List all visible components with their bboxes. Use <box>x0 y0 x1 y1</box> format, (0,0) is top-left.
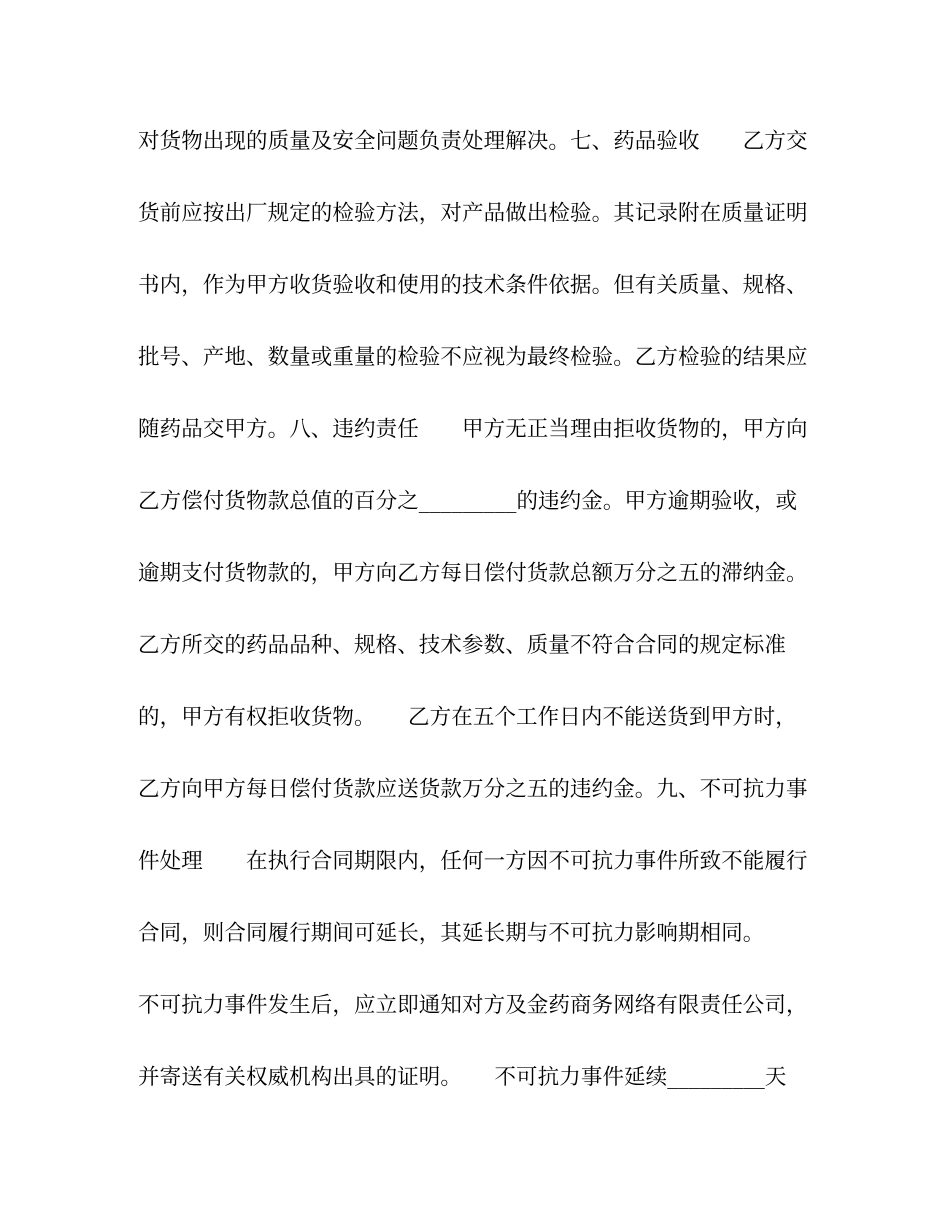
text-line: 的，甲方有权拒收货物。 乙方在五个工作日内不能送货到甲方时， <box>138 705 797 730</box>
text-line: 货前应按出厂规定的检验方法，对产品做出检验。其记录附在质量证明 <box>138 201 808 226</box>
text-line: 书内，作为甲方收货验收和使用的技术条件依据。但有关质量、规格、 <box>138 273 808 298</box>
text-line: 并寄送有关权威机构出具的证明。 不可抗力事件延续_________天 <box>138 1065 787 1090</box>
text-line: 随药品交甲方。八、违约责任 甲方无正当理由拒收货物的，甲方向 <box>138 417 808 442</box>
text-line: 逾期支付货物款的，甲方向乙方每日偿付货款总额万分之五的滞纳金。 <box>138 561 808 586</box>
text-line: 批号、产地、数量或重量的检验不应视为最终检验。乙方检验的结果应 <box>138 345 808 370</box>
text-line: 乙方所交的药品品种、规格、技术参数、质量不符合合同的规定标准 <box>138 633 787 658</box>
text-line: 件处理 在执行合同期限内，任何一方因不可抗力事件所致不能履行 <box>138 849 808 874</box>
text-line: 乙方向甲方每日偿付货款应送货款万分之五的违约金。九、不可抗力事 <box>138 777 808 802</box>
text-line: 合同，则合同履行期间可延长，其延长期与不可抗力影响期相同。 <box>138 921 765 946</box>
text-line: 对货物出现的质量及安全问题负责处理解决。七、药品验收 乙方交 <box>138 129 808 154</box>
contract-body-text <box>138 122 838 1130</box>
text-line: 不可抗力事件发生后，应立即通知对方及金药商务网络有限责任公司， <box>138 993 808 1018</box>
text-line: 乙方偿付货物款总值的百分之_________的违约金。甲方逾期验收，或 <box>138 489 798 514</box>
